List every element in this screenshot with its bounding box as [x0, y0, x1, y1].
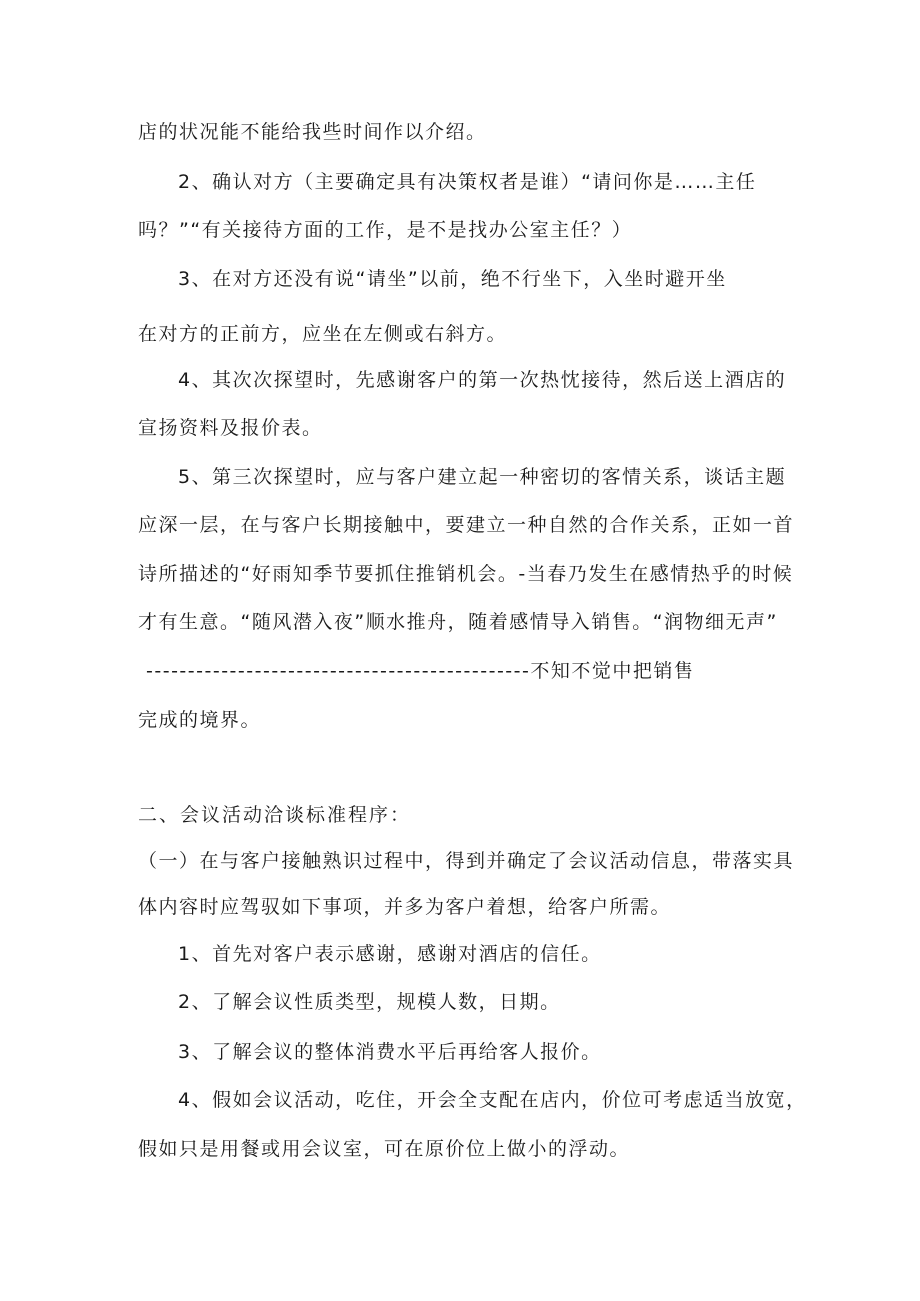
text-line: 5、第三次探望时，应与客户建立起一种密切的客情关系，谈话主题 [178, 466, 787, 488]
text-line: 假如只是用餐或用会议室，可在原价位上做小的浮动。 [138, 1138, 631, 1160]
text-line: 4、假如会议活动，吃住，开会全支配在店内，价位可考虑适当放宽， [178, 1089, 807, 1111]
text-line: 完成的境界。 [138, 709, 262, 731]
section-heading: 二、会议活动洽谈标准程序： [138, 804, 412, 826]
text-line: 2、确认对方（主要确定具有决策权者是谁）“请问你是……主任 [178, 171, 757, 193]
text-line: 在对方的正前方，应坐在左侧或右斜方。 [138, 323, 508, 345]
text-line: 才有生意。“随风潜入夜”顺水推舟，随着感情导入销售。“润物细无声” [138, 611, 778, 633]
text-line: 店的状况能不能给我些时间作以介绍。 [138, 121, 487, 143]
text-line: 应深一层，在与客户长期接触中，要建立一种自然的合作关系，正如一首 [138, 514, 795, 536]
text-line: 宣扬资料及报价表。 [138, 417, 323, 439]
text-line: 3、了解会议的整体消费水平后再给客人报价。 [178, 1041, 602, 1063]
text-line: （一）在与客户接触熟识过程中，得到并确定了会议活动信息，带落实具 [138, 850, 795, 872]
text-line: 1、首先对客户表示感谢，感谢对酒店的信任。 [178, 943, 602, 965]
text-line: 4、其次次探望时，先感谢客户的第一次热忱接待，然后送上酒店的 [178, 369, 787, 391]
text-line: 3、在对方还没有说“请坐”以前，绝不行坐下，入坐时避开坐 [178, 268, 727, 290]
text-line: 体内容时应驾驭如下事项，并多为客户着想，给客户所需。 [138, 896, 672, 918]
text-line: 吗？”“有关接待方面的工作，是不是找办公室主任？） [138, 219, 633, 241]
text-line: 2、了解会议性质类型，规模人数，日期。 [178, 991, 561, 1013]
text-line: ----------------------------------------------不知不觉中把销售 [146, 660, 695, 682]
text-line: 诗所描述的“好雨知季节要抓住推销机会。-当春乃发生在感情热乎的时候 [138, 563, 794, 585]
